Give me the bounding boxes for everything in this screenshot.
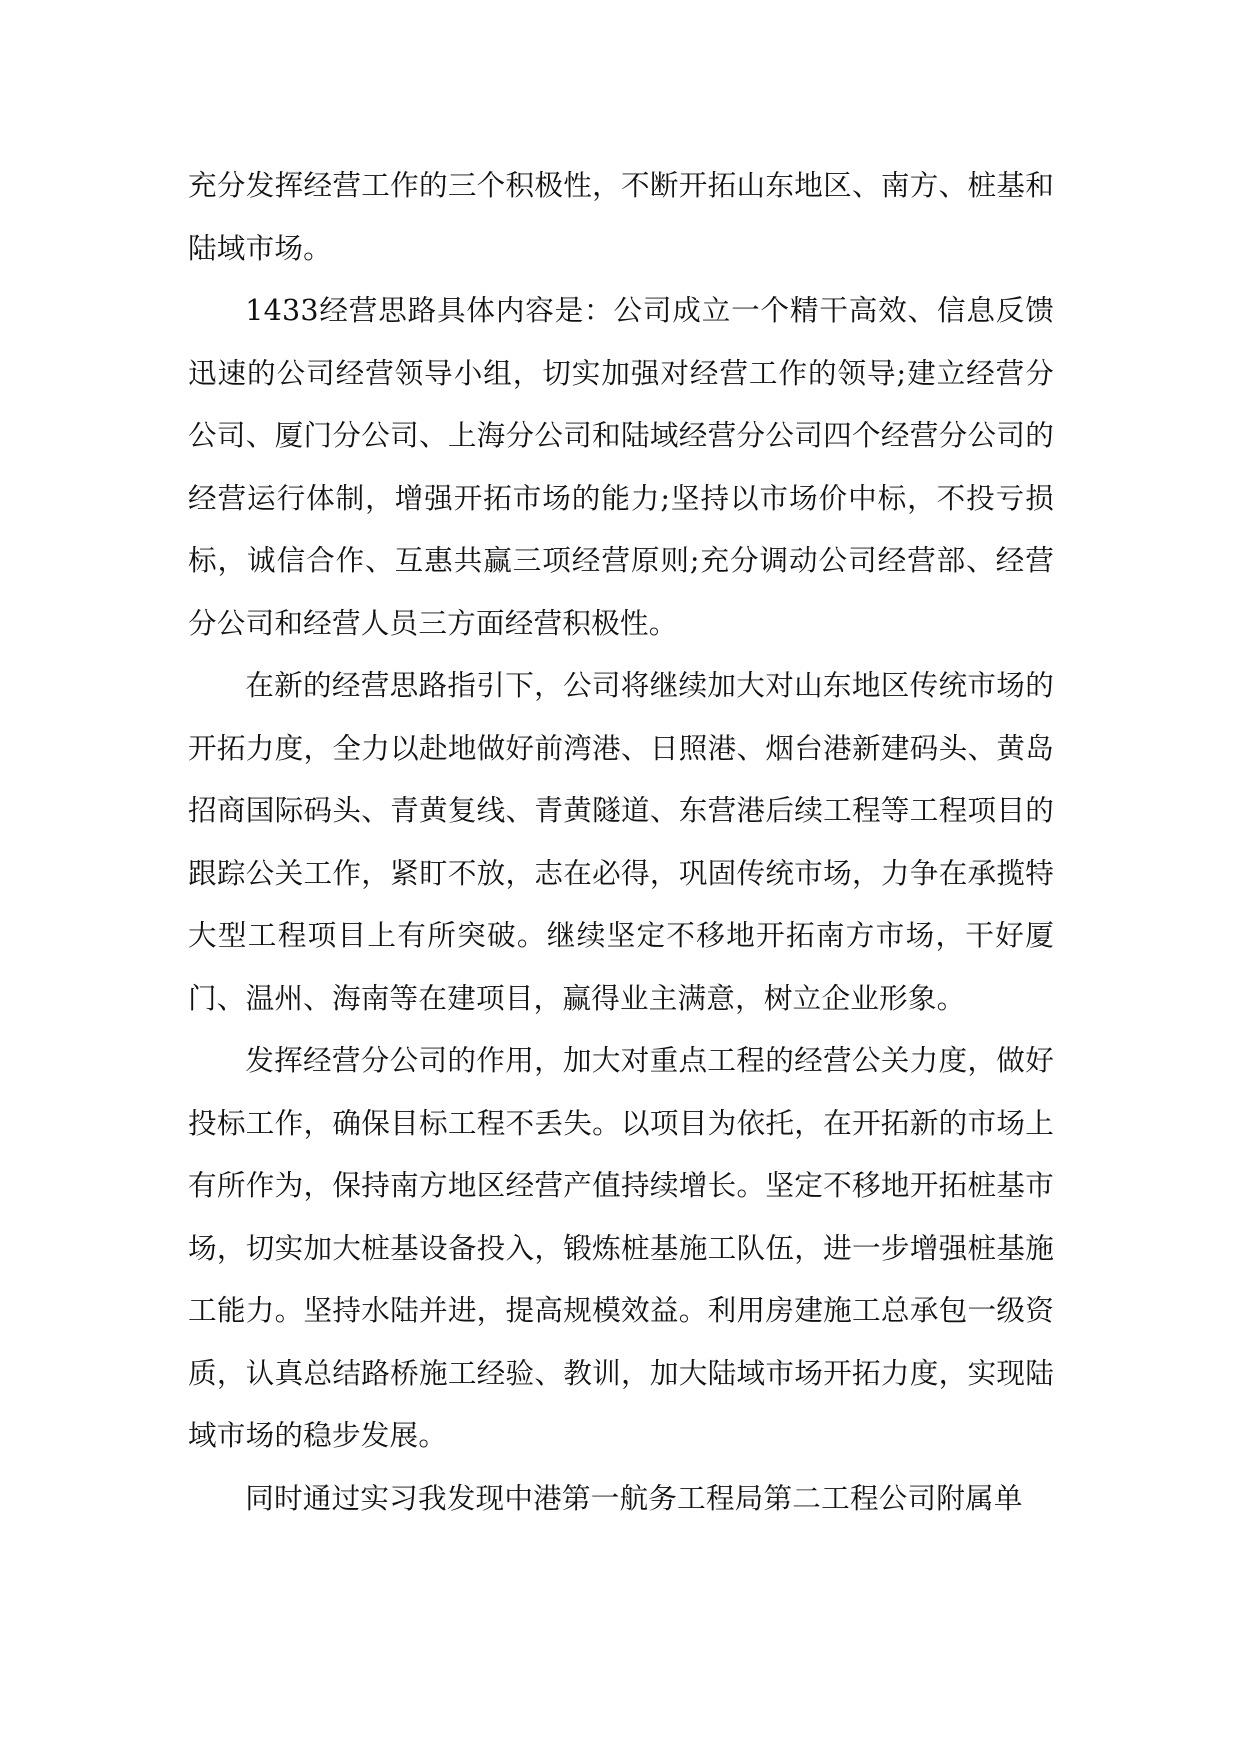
document-body [188,154,1054,1529]
paragraph-1433-strategy: 1433经营思路具体内容是：公司成立一个精干高效、信息反馈迅速的公司经营领导小组，切实加强对经营工作的领导;建立经营分公司、厦门分公司、上海分公司和陆域经营分公司四个经营分公司的经营运行体制，增强开拓市场的能力;坚持以市场价中标，不投亏损标，诚信合作、互惠共赢三项经营原则;充分调动公司经营部、经营分公司和经营人员三方面经营积极性。 [188,293,1054,640]
paragraph-new-strategy: 在新的经营思路指引下，公司将继续加大对山东地区传统市场的开拓力度，全力以赴地做好前湾港、日照港、烟台港新建码头、黄岛招商国际码头、青黄复线、青黄隧道、东营港后续工程等工程项目的跟踪公关工作，紧盯不放，志在必得，巩固传统市场，力争在承揽特大型工程项目上有所突破。继续坚定不移地开拓南方市场，干好厦门、温州、海南等在建项目，赢得业主满意，树立企业形象。 [188,668,1054,1015]
paragraph-internship: 同时通过实习我发现中港第一航务工程局第二工程公司附属单 [245,1480,1023,1515]
paragraph-continued: 充分发挥经营工作的三个积极性，不断开拓山东地区、南方、桩基和陆域市场。 [188,168,1054,265]
paragraph-branch-role: 发挥经营分公司的作用，加大对重点工程的经营公关力度，做好投标工作，确保目标工程不丢失。以项目为依托，在开拓新的市场上有所作为，保持南方地区经营产值持续增长。坚定不移地开拓桩基市场，切实加大桩基设备投入，锻炼桩基施工队伍，进一步增强桩基施工能力。坚持水陆并进，提高规模效益。利用房建施工总承包一级资质，认真总结路桥施工经验、教训，加大陆域市场开拓力度，实现陆域市场的稳步发展。 [188,1043,1054,1452]
